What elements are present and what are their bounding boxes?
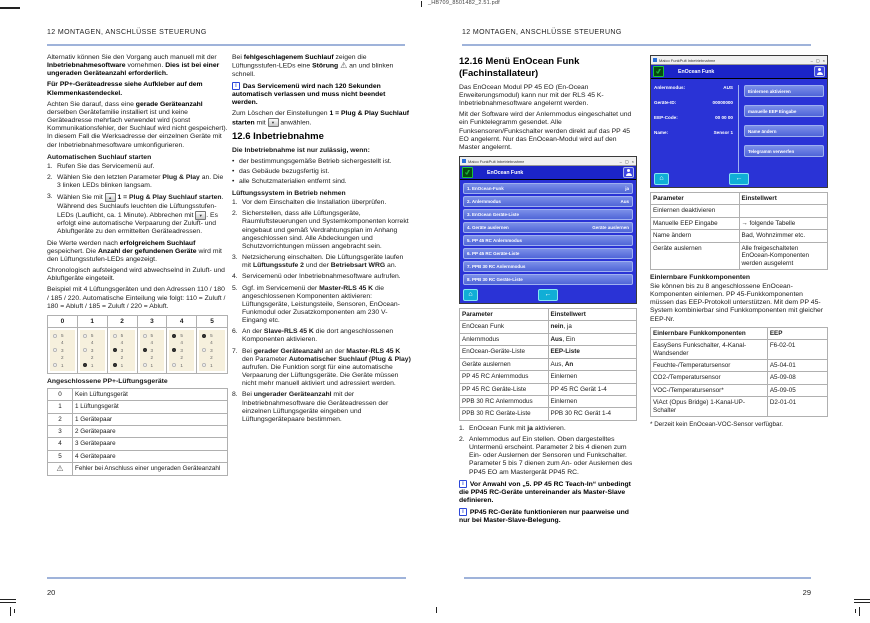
list-item: 5. Ggf. im Servicemenü der Master-RLS 45 K die angeschlossenen Komponenten aktivieren: Lüftungsgeräte, Leistungsteile, Sensoren, EnOcean-Funkmodul oder Zusatzkomponenten am 230 V-Eingang etc. [232, 284, 400, 325]
screenshot-enocean-menu [459, 156, 637, 304]
window-controls [811, 58, 825, 63]
pdf-filename: _HB709_8501482_2.51.pdf [428, 0, 500, 6]
crop-mark [0, 599, 16, 600]
app-button: Telegramm verwerfen [744, 145, 824, 157]
paragraph: Chronologisch aufsteigend wird abwechselnd in Zuluft- und Abluftgeräte eingeteilt. [47, 267, 225, 283]
info-icon: i [459, 480, 467, 488]
window-title: Maico FunkPult Inbetriebnahme [468, 158, 525, 164]
pp-devices-table [47, 388, 228, 476]
led-indicator [172, 363, 176, 367]
window-controls [620, 159, 634, 164]
up-icon: ▲ [105, 193, 116, 202]
bullet-item: • der bestimmungsgemäße Betrieb sichergestellt ist. [232, 158, 412, 166]
note: i PP45 RC-Geräte funktionieren nur paarweise und nur bei Master-Slave-Belegung. [459, 508, 629, 524]
table-row: Feuchte-/Temperatursensor A5-04-01 [651, 360, 828, 372]
bullet-item: • das Gebäude bezugsfertig ist. [232, 168, 412, 176]
led-col-label: 0 [48, 316, 78, 328]
down-icon: ▼ [268, 118, 279, 127]
table-row: 5 4 Gerätepaare [48, 450, 228, 462]
info-icon: i [459, 508, 467, 516]
page-number-right: 29 [802, 588, 811, 597]
info-icon: i [232, 82, 240, 90]
app-header [460, 166, 636, 180]
paragraph: Zum Löschen der Einstellungen 1 = Plug & Play Suchlauf starten mit ▼ anwählen. [232, 110, 409, 127]
footer-rule-right [464, 577, 811, 579]
right-page-column-2 [650, 53, 828, 428]
app-button: Name ändern [744, 125, 824, 137]
led-cell: 5 4 3 2 1 [78, 328, 108, 373]
subheading: Automatischen Suchlauf starten [47, 153, 152, 161]
minimize-icon: – [619, 158, 622, 164]
list-item: 6. An der Slave-RLS 45 K die dort angeschlossenen Komponenten aktivieren. [232, 328, 394, 344]
paragraph: Bei fehlgeschlagenem Suchlauf zeigen die Lüftungsstufen-LEDs eine Störung ⚠ an und blinken schnell. [232, 54, 394, 78]
led-indicator [202, 334, 206, 338]
back-icon: ← [538, 289, 558, 301]
page-header-right: 12 MONTAGEN, ANSCHLÜSSE STEUERUNG [462, 29, 622, 36]
subheading: Einlernbare Funkkomponenten [650, 273, 751, 281]
table-row: ⚠ Fehler bei Anschluss einer ungeraden Geräteanzahl [48, 463, 228, 476]
led-col-label: 2 [108, 316, 138, 328]
app-logo-icon [653, 66, 664, 77]
field-row: Name: Sensor 1 [654, 130, 733, 135]
menu-item: 6. PP 45 RC Geräte-Liste [463, 248, 633, 259]
crop-mark [855, 609, 856, 613]
user-icon [814, 66, 825, 77]
note: i Das Servicemenü wird nach 120 Sekunden automatisch verlassen und muss nicht beendet werden. [232, 82, 386, 106]
table-row: CO2-/Temperatursensor A5-09-08 [651, 372, 828, 384]
led-col-label: 5 [197, 316, 227, 328]
maximize-icon: ▢ [815, 57, 820, 63]
close-icon: × [631, 158, 634, 164]
crop-mark [859, 607, 860, 616]
list-item: 1. Rufen Sie das Servicemenü auf. [47, 162, 155, 170]
led-indicator [202, 363, 206, 367]
led-cell: 5 4 3 2 1 [48, 328, 78, 373]
list-item: 1. Vor dem Einschalten die Installation überprüfen. [232, 199, 387, 207]
list-item: 8. Bei ungerader Geräteanzahl mit der Inbetriebnahmesoftware die Geräteadressen der einzelnen Lüftungsgeräte eingeben und Lüftungsgerätepaare bestimmen. [232, 391, 389, 423]
crop-mark [14, 609, 15, 613]
table-row: Geräte auslernen Aus, An [460, 358, 637, 370]
bullet-item: • alle Schutzmaterialien entfernt sind. [232, 178, 412, 186]
paragraph: Achten Sie darauf, dass eine gerade Geräteanzahl derselben Gerätefamilie installiert ist und keine Geräteadresse mehrfach verwendet wird (sonst Kommunikationsfehler, der Suchlauf wird nicht gespeichert). In diesem Fall die Werksadresse der einzelnen Geräte mit der Inbetriebnahmesoftware umkonfigurieren. [47, 100, 228, 149]
list-item: 1. EnOcean Funk mit ja aktivieren. [459, 424, 566, 432]
home-icon: ⌂ [654, 173, 669, 185]
table-row: EnOcean-Geräte-Liste EEP-Liste [460, 346, 637, 358]
table-row: PP 45 RC Geräte-Liste PP 45 RC Gerät 1-4 [460, 383, 637, 395]
table-row: Manuelle EEP Eingabe → folgende Tabelle [651, 217, 828, 229]
menu-item: 5. PP 45 RC Anlernmodus [463, 235, 633, 246]
paragraph: Das EnOcean Modul PP 45 EO (En-Ocean Erweiterungsmodul) kann nur mit der RLS 45 K-Inbetriebnahmesoftware angelernt werden. [459, 83, 604, 108]
crop-mark [854, 602, 870, 603]
paragraph: Die Werte werden nach erfolgreichem Suchlauf gespeichert. Die Anzahl der gefundenen Geräte wird mit den Lüftungsstufen-LEDs angezeigt. [47, 239, 222, 263]
left-page-column-2 [232, 54, 412, 427]
down-icon: ▼ [195, 211, 206, 220]
led-indicator [83, 334, 87, 338]
window-titlebar [460, 157, 636, 166]
home-icon: ⌂ [463, 289, 478, 301]
footer-rule-left [47, 577, 406, 579]
app-title: EnOcean Funk [678, 68, 715, 75]
led-indicator [172, 348, 176, 352]
page-header-left: 12 MONTAGEN, ANSCHLÜSSE STEUERUNG [47, 29, 207, 36]
led-indicator [172, 334, 176, 338]
menu-item: 8. PPB 30 RC Geräte-Liste [463, 274, 633, 285]
led-col-label: 4 [167, 316, 197, 328]
led-indicator [143, 363, 147, 367]
note: i Vor Anwahl von „5. PP 45 RC Teach-In“ unbedingt die PP45 RC-Geräte untereinander als Master-Slave definieren. [459, 480, 631, 504]
table-header-row: Einlernbare Funkkomponenten EEP [651, 327, 828, 339]
menu-item: 4. Geräte auslernen Geräte auslernen [463, 222, 633, 233]
led-col-label: 3 [138, 316, 168, 328]
table-heading: Angeschlossene PP+-Lüftungsgeräte [47, 377, 168, 385]
led-indicator [113, 334, 117, 338]
list-item: 3. Wählen Sie mit ▲ 1 = Plug & Play Suchlauf starten. Während des Suchlaufs leuchten die Lüftungsstufen-LEDs (Lauflicht, ca. 1 Minute). Abbrechen mit ▼ . Es erfolgt eine automatische Verpaarung der Zuluft- und Abluftgeräte zu den ermittelten Geräteadressen. [47, 193, 224, 236]
led-indicator [53, 348, 57, 352]
table-row: EnOcean Funk nein, ja [460, 321, 637, 333]
app-bottom-bar [460, 288, 636, 303]
list-item: 4. Servicemenü oder Inbetriebnahmesoftware aufrufen. [232, 273, 401, 281]
window-title: Maico FunkPult Inbetriebnahme [659, 57, 716, 63]
led-indicator [83, 363, 87, 367]
table-row: Geräte auslernen Alle freigeschalteten EnOcean-Komponenten werden ausgelernt [651, 242, 828, 269]
footnote: * Derzeit kein EnOcean-VOC-Sensor verfügbar. [650, 421, 783, 429]
menu-item: 1. EnOcean-Funk ja [463, 183, 633, 194]
paragraph: Sie können bis zu 8 angeschlossene EnOcean-Komponenten einlernen. PP 45-Funkkomponenten müssen das EEP-Protokoll unterstützen. Mit dem PP 45-System kombinierbar sind Funkkomponenten mit gleicher EEP-Nr. [650, 282, 824, 323]
led-indicator [113, 348, 117, 352]
table-row: EasySens Funkschalter, 4-Kanal-Wandsender F6-02-01 [651, 340, 828, 360]
warning-icon: ⚠ [56, 464, 64, 474]
back-icon: ← [729, 173, 749, 185]
crop-mark [421, 1, 422, 7]
list-item: 2. Wählen Sie den letzten Parameter Plug & Play an. Die 3 linken LEDs blinken langsam. [47, 173, 224, 190]
list-item: 2. Sicherstellen, dass alle Lüftungsgeräte, Raumluftsteuerungen und Systemkomponenten korrekt eingebaut und gemäß Verdrahtungsplan im Anhang angeschlossen sind. Alle Abdeckungen und Schutzvorrichtungen müssen angebracht sein. [232, 210, 409, 250]
list-item: 2. Anlernmodus auf Ein stellen. Oben dargestelltes Untermenü erscheint. Parameter 2 bis 4 dienen zum Ein- oder Auslernen der Sensoren und Funkschalter. Parameter 5 bis 7 dienen zum An- oder Auslernen des PP45 EO am Mastergerät PP45 RC. [459, 435, 633, 476]
parameter-table-1 [459, 308, 637, 421]
window-icon [653, 58, 657, 62]
table-row: 1 1 Lüftungsgerät [48, 401, 228, 413]
led-indicator [143, 334, 147, 338]
screenshot-enocean-detail [650, 55, 828, 188]
close-icon: × [822, 57, 825, 63]
table-row: Einlernen deaktivieren [651, 205, 828, 217]
table-row: PP 45 RC Anlernmodus Einlernen [460, 371, 637, 383]
led-status-table [47, 315, 228, 374]
header-rule-left [47, 44, 405, 46]
field-row: EEP-Code: 00 00 00 [654, 115, 733, 120]
app-button: Einlernen aktivieren [744, 85, 824, 97]
section-heading: 12.16 Menü EnOcean Funk (Fachinstallateur) [459, 56, 580, 79]
led-cell: 5 4 3 2 1 [197, 328, 227, 373]
led-indicator [113, 363, 117, 367]
paragraph: Beispiel mit 4 Lüftungsgeräten und den Adressen 110 / 180 / 185 / 220. Automatische Einteilung wie folgt: 110 = Zuluft / 180 = Abluft / 185 = Zuluft / 220 = Abluft. [47, 286, 226, 310]
window-icon [462, 159, 466, 163]
warn-icon: ⚠ [340, 61, 348, 71]
maximize-icon: ▢ [624, 158, 629, 164]
led-indicator [53, 334, 57, 338]
field-row: Anlernmodus: AUS [654, 85, 733, 90]
menu-item: 7. PPB 30 RC Anlernmodus [463, 261, 633, 272]
section-heading: 12.6 Inbetriebnahme [232, 130, 324, 142]
led-cell: 5 4 3 2 1 [108, 328, 138, 373]
window-titlebar [651, 56, 827, 65]
button-panel [739, 85, 824, 172]
paragraph: Alternativ können Sie den Vorgang auch manuell mit der Inbetriebnahmesoftware vornehmen. Dies ist bei einer ungeraden Geräteanzahl erforderlich. [47, 54, 220, 78]
table-row: PPB 30 RC Geräte-Liste PPB 30 RC Gerät 1-4 [460, 408, 637, 420]
menu-item: 3. EnOcean Geräte-Liste [463, 209, 633, 220]
app-header [651, 65, 827, 79]
led-cell: 5 4 3 2 1 [138, 328, 168, 373]
minimize-icon: – [810, 57, 813, 63]
table-row: Name ändern Bad, Wohnzimmer etc. [651, 230, 828, 242]
menu-item: 2. Anlernmodus Aus [463, 196, 633, 207]
app-logo-icon [462, 167, 473, 178]
page-number-left: 20 [47, 588, 56, 597]
field-panel [654, 85, 739, 172]
parameter-table-2 [650, 192, 828, 270]
paragraph: Mit der Software wird der Anlernmodus eingeschaltet und ein Funktelegramm gesendet. Alle Funksensoren/Funkschalter werden direkt auf das PP 45 EO angelernt. Nur das EnOcean-Modul wird auf den Master angelernt. [459, 111, 632, 151]
led-cell: 5 4 3 2 1 [167, 328, 197, 373]
table-row: 4 3 Gerätepaare [48, 438, 228, 450]
app-button: manuelle EEP Eingabe [744, 105, 824, 117]
crop-mark [854, 599, 870, 600]
led-col-label: 1 [78, 316, 108, 328]
app-title: EnOcean Funk [487, 169, 524, 176]
app-bottom-bar [651, 172, 827, 187]
paragraph: Für PP+-Geräteadresse siehe Aufkleber auf dem Klemmenkastendeckel. [47, 81, 203, 97]
right-page-column-1 [459, 53, 637, 528]
table-row: 2 1 Gerätepaar [48, 413, 228, 425]
crop-mark [10, 607, 11, 616]
table-header-row: Parameter Einstellwert [460, 309, 637, 321]
led-indicator [53, 363, 57, 367]
crop-mark [0, 7, 20, 9]
paragraph: Die Inbetriebnahme ist nur zulässig, wenn: [232, 146, 370, 154]
table-row: Anlernmodus Aus, Ein [460, 333, 637, 345]
field-row: Geräte-ID: 00000000 [654, 100, 733, 105]
table-row: 3 2 Gerätepaare [48, 426, 228, 438]
crop-mark [0, 602, 16, 603]
header-rule-right [462, 44, 811, 46]
eep-table [650, 327, 828, 417]
table-row: VOC-/Temperatursensor* A5-09-05 [651, 384, 828, 396]
list-item: 7. Bei gerader Geräteanzahl an der Master-RLS 45 K den Parameter Automatischer Suchlauf (Plug & Play) aufrufen. Die Funktion sorgt für eine automatische Verpaarung der Lüftungsgeräte. Die Geräte müssen nicht mehr manuell aktiviert und adressiert werden. [232, 347, 411, 388]
list-item: 3. Netzsicherung einschalten. Die Lüftungsgeräte laufen mit Lüftungsstufe 2 und der Betriebsart WRG an. [232, 254, 404, 270]
crop-mark [436, 607, 437, 613]
user-icon [623, 167, 634, 178]
led-indicator [143, 348, 147, 352]
menu-list [460, 180, 636, 288]
table-row: PPB 30 RC Anlernmodus Einlernen [460, 395, 637, 407]
table-row: 0 Kein Lüftungsgerät [48, 388, 228, 400]
table-header-row: Parameter Einstellwert [651, 193, 828, 205]
led-indicator [202, 348, 206, 352]
table-row: ViAct (Opus Bridge) 1-Kanal-UP-Schalter D2-01-01 [651, 397, 828, 417]
led-indicator [83, 348, 87, 352]
app-body [651, 79, 827, 172]
left-page-column-1 [47, 54, 228, 480]
subheading: Lüftungssystem in Betrieb nehmen [232, 190, 346, 198]
